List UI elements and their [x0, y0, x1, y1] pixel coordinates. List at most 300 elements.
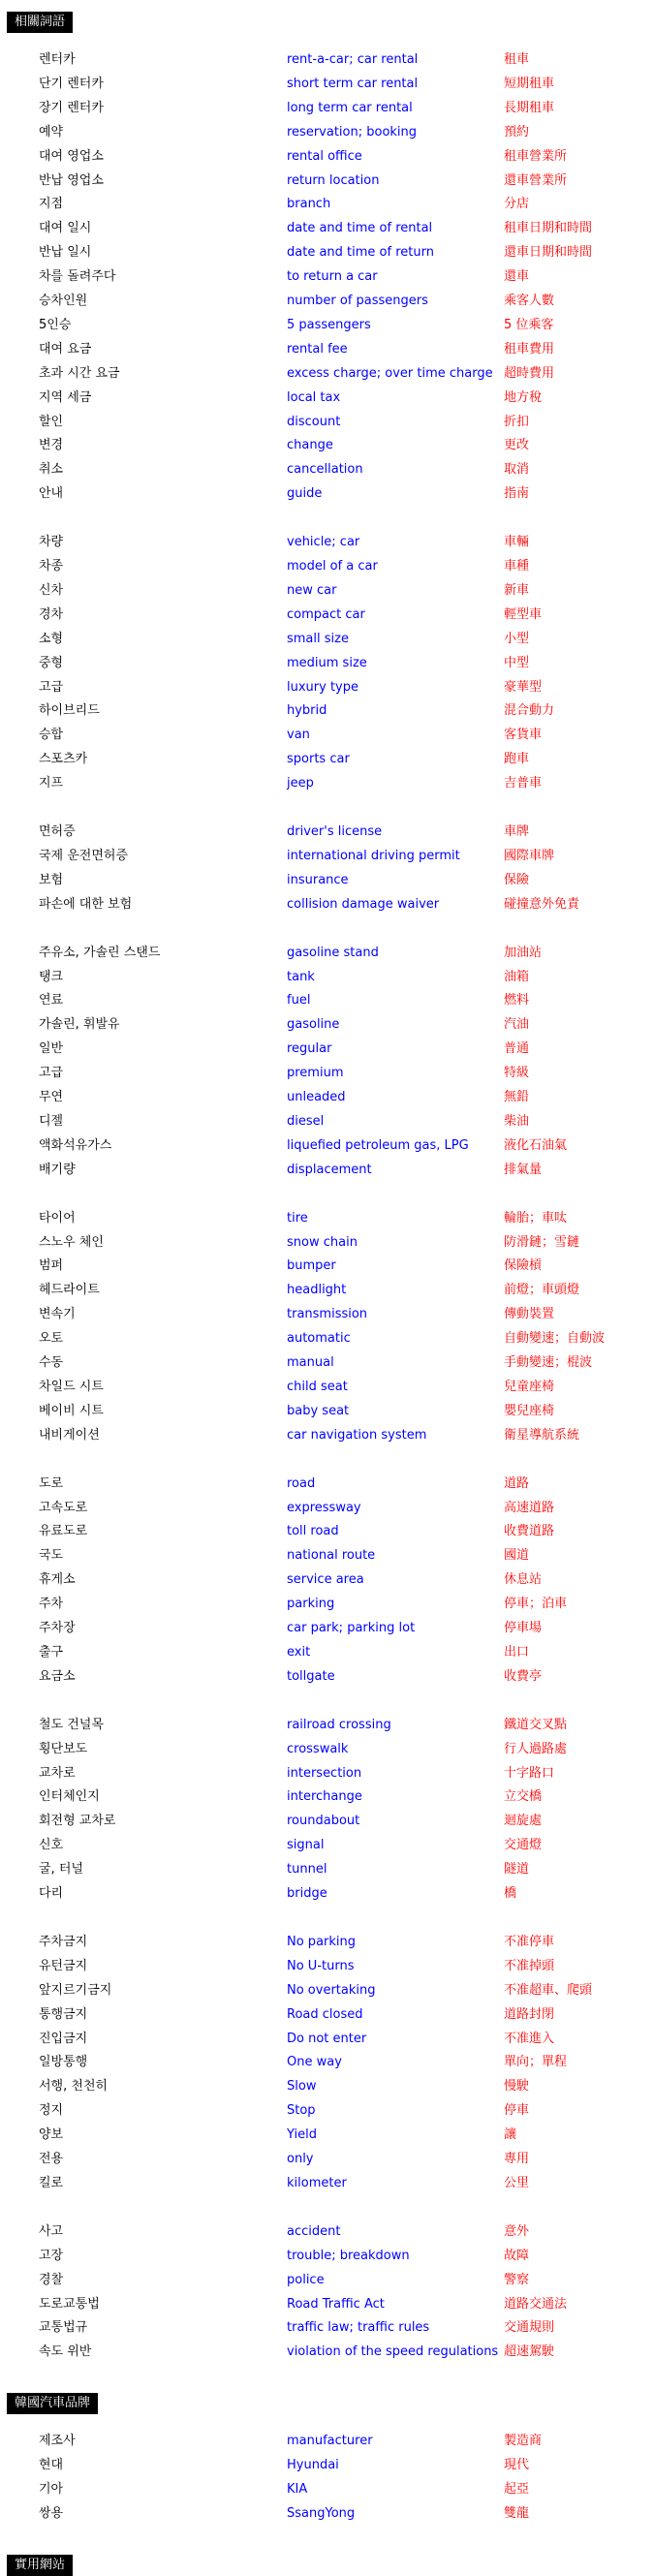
- chinese-term: 租車日期和時間: [504, 221, 593, 236]
- chinese-term: 兒童座椅: [504, 1379, 555, 1394]
- term-row: [0, 2429, 654, 2453]
- term-row: [0, 386, 654, 410]
- term-row: [0, 1543, 654, 1567]
- korean-term: 디젤: [39, 1113, 64, 1129]
- english-term: regular: [287, 1041, 332, 1057]
- english-term: Slow: [287, 2079, 317, 2095]
- term-row: [0, 192, 654, 216]
- chinese-term: 油箱: [504, 969, 530, 984]
- korean-term: 초과 시간 요금: [39, 365, 120, 381]
- korean-term: 앞지르기금지: [39, 1982, 112, 1998]
- korean-term: 제조사: [39, 2434, 76, 2449]
- korean-term: 서행, 천천히: [39, 2079, 109, 2095]
- chinese-term: 無鉛: [504, 1090, 530, 1104]
- korean-term: 주차: [39, 1597, 64, 1612]
- korean-term: 대여 영업소: [39, 148, 104, 164]
- term-row: [0, 1833, 654, 1857]
- chinese-term: 中型: [504, 655, 530, 670]
- korean-term: 소형: [39, 631, 64, 646]
- chinese-term: 輪胎；車呔: [504, 1210, 568, 1226]
- chinese-term: 租車營業所: [504, 148, 568, 164]
- english-term: rent-a-car; car rental: [287, 52, 419, 67]
- chinese-term: 傳動裝置: [504, 1307, 555, 1322]
- korean-term: 안내: [39, 486, 64, 502]
- english-term: railroad crossing: [287, 1717, 391, 1732]
- korean-term: 고급: [39, 679, 64, 695]
- korean-term: 사고: [39, 2223, 64, 2239]
- english-term: car park; parking lot: [287, 1621, 416, 1635]
- chinese-term: 租車費用: [504, 341, 555, 357]
- korean-term: 대여 일시: [39, 221, 92, 236]
- korean-term: 국도: [39, 1548, 64, 1564]
- term-row: [0, 2050, 654, 2074]
- term-row: [0, 481, 654, 506]
- term-row: [0, 2268, 654, 2292]
- korean-term: 유료도로: [39, 1524, 88, 1539]
- english-term: vehicle; car: [287, 535, 360, 550]
- term-row: [0, 988, 654, 1012]
- korean-term: 반납 영업소: [39, 172, 104, 188]
- korean-term: 통행금지: [39, 2006, 88, 2022]
- korean-term: 변경: [39, 438, 64, 453]
- korean-term: 승차인원: [39, 294, 88, 308]
- chinese-term: 車輛: [504, 535, 530, 550]
- term-row: [0, 1809, 654, 1833]
- chinese-term: 現代: [504, 2458, 530, 2473]
- term-row: [0, 361, 654, 386]
- korean-term: 지프: [39, 776, 64, 791]
- term-row: [0, 1954, 654, 1978]
- term-row: [0, 820, 654, 844]
- korean-term: 도로: [39, 1475, 64, 1491]
- term-row: [0, 1109, 654, 1133]
- english-term: No U-turns: [287, 1958, 355, 1973]
- chinese-term: 國道: [504, 1548, 530, 1564]
- korean-term: 유턴금지: [39, 1958, 88, 1973]
- chinese-term: 長期租車: [504, 100, 555, 115]
- english-term: No parking: [287, 1934, 357, 1949]
- english-term: national route: [287, 1548, 376, 1564]
- chinese-term: 豪華型: [504, 679, 543, 695]
- korean-term: 주차장: [39, 1621, 76, 1635]
- term-row: [0, 1254, 654, 1278]
- english-term: model of a car: [287, 559, 378, 574]
- korean-term: 고급: [39, 1066, 64, 1081]
- english-term: gasoline: [287, 1017, 340, 1033]
- english-term: date and time of return: [287, 245, 434, 261]
- english-term: service area: [287, 1572, 364, 1588]
- korean-term: 인터체인지: [39, 1789, 100, 1805]
- english-term: bridge: [287, 1886, 327, 1901]
- term-row: [0, 1857, 654, 1881]
- korean-term: 5인승: [39, 317, 72, 332]
- korean-term: 스포츠카: [39, 752, 88, 767]
- term-row: [0, 1350, 654, 1375]
- korean-term: 일방통행: [39, 2055, 88, 2070]
- korean-term: 장기 렌터카: [39, 100, 104, 115]
- term-row: [0, 1616, 654, 1640]
- english-term: Road Traffic Act: [287, 2296, 385, 2312]
- english-term: discount: [287, 414, 341, 429]
- term-row: [0, 2340, 654, 2364]
- term-row: [0, 240, 654, 264]
- term-row: [0, 1737, 654, 1761]
- english-term: driver's license: [287, 824, 383, 839]
- term-row: [0, 2453, 654, 2477]
- korean-term: 전용: [39, 2152, 64, 2166]
- term-row: [0, 2147, 654, 2171]
- korean-term: 탱크: [39, 969, 64, 984]
- chinese-term: 客貨車: [504, 728, 543, 743]
- english-term: compact car: [287, 606, 365, 622]
- term-row: [0, 1930, 654, 1954]
- english-term: Stop: [287, 2103, 316, 2119]
- korean-term: 중형: [39, 655, 64, 670]
- english-term: SsangYong: [287, 2505, 356, 2521]
- term-row: [0, 675, 654, 699]
- korean-term: 기아: [39, 2482, 64, 2497]
- chinese-term: 慢駛: [504, 2079, 530, 2095]
- term-row: [0, 941, 654, 965]
- term-row: [0, 2292, 654, 2316]
- chinese-term: 普通: [504, 1041, 530, 1057]
- english-term: premium: [287, 1066, 344, 1081]
- term-row: [0, 1061, 654, 1085]
- term-row: [0, 1230, 654, 1255]
- english-term: small size: [287, 631, 349, 646]
- korean-term: 진입금지: [39, 2031, 88, 2046]
- term-row: [0, 2244, 654, 2268]
- chinese-term: 橋: [504, 1886, 517, 1901]
- chinese-term: 跑車: [504, 752, 530, 767]
- chinese-term: 特級: [504, 1066, 530, 1081]
- korean-term: 차종: [39, 559, 64, 574]
- korean-term: 렌터카: [39, 52, 76, 67]
- term-row: [0, 1375, 654, 1399]
- english-term: manufacturer: [287, 2434, 373, 2449]
- chinese-term: 排氣量: [504, 1162, 543, 1177]
- term-row: [0, 2477, 654, 2501]
- korean-term: 취소: [39, 462, 64, 478]
- term-row: [0, 1592, 654, 1616]
- chinese-term: 道路: [504, 1475, 530, 1491]
- chinese-term: 車種: [504, 559, 530, 574]
- korean-term: 차를 돌려주다: [39, 269, 116, 285]
- korean-term: 신호: [39, 1838, 64, 1853]
- korean-term: 보험: [39, 872, 64, 887]
- english-term: roundabout: [287, 1814, 360, 1829]
- chinese-term: 還車日期和時間: [504, 245, 593, 261]
- english-term: snow chain: [287, 1234, 358, 1250]
- term-row: [0, 1640, 654, 1664]
- english-term: expressway: [287, 1500, 361, 1515]
- term-row: [0, 72, 654, 96]
- chinese-term: 輕型車: [504, 606, 543, 622]
- term-row: [0, 1133, 654, 1158]
- korean-term: 경찰: [39, 2272, 64, 2287]
- term-row: [0, 216, 654, 240]
- term-row: [0, 1785, 654, 1809]
- chinese-term: 故障: [504, 2248, 530, 2263]
- term-row: [0, 2219, 654, 2244]
- term-row: [0, 1326, 654, 1350]
- term-row: [0, 410, 654, 434]
- english-term: traffic law; traffic rules: [287, 2320, 430, 2336]
- korean-term: 할인: [39, 414, 64, 429]
- korean-term: 베이비 시트: [39, 1403, 104, 1418]
- english-term: headlight: [287, 1283, 347, 1298]
- english-term: toll road: [287, 1524, 339, 1539]
- chinese-term: 十字路口: [504, 1765, 555, 1781]
- english-term: Road closed: [287, 2006, 363, 2022]
- korean-term: 지점: [39, 197, 64, 212]
- korean-term: 단기 렌터카: [39, 76, 104, 91]
- english-term: manual: [287, 1355, 334, 1370]
- korean-term: 양보: [39, 2127, 64, 2143]
- korean-term: 주유소, 가솔린 스탠드: [39, 945, 161, 960]
- chinese-term: 專用: [504, 2152, 530, 2166]
- korean-term: 변속기: [39, 1307, 76, 1322]
- english-term: violation of the speed regulations: [287, 2344, 499, 2360]
- english-term: kilometer: [287, 2175, 347, 2190]
- english-term: transmission: [287, 1307, 368, 1322]
- english-term: interchange: [287, 1789, 362, 1805]
- chinese-term: 預約: [504, 124, 530, 140]
- korean-term: 교통법규: [39, 2320, 88, 2336]
- english-term: liquefied petroleum gas, LPG: [287, 1137, 469, 1153]
- korean-term: 국제 운전면허증: [39, 848, 129, 863]
- korean-term: 내비게이션: [39, 1427, 100, 1443]
- term-row: [0, 698, 654, 723]
- korean-term: 속도 위반: [39, 2344, 92, 2360]
- term-row: [0, 337, 654, 361]
- english-term: hybrid: [287, 703, 327, 719]
- english-term: change: [287, 438, 333, 453]
- english-term: fuel: [287, 993, 311, 1009]
- term-row: [0, 844, 654, 868]
- term-row: [0, 2002, 654, 2027]
- korean-term: 범퍼: [39, 1258, 64, 1274]
- korean-term: 차량: [39, 535, 64, 550]
- english-term: tank: [287, 969, 315, 984]
- term-row: [0, 47, 654, 72]
- korean-term: 일반: [39, 1041, 64, 1057]
- english-term: date and time of rental: [287, 221, 433, 236]
- english-term: crosswalk: [287, 1741, 349, 1756]
- term-row: [0, 1664, 654, 1689]
- korean-term: 예약: [39, 124, 64, 140]
- chinese-term: 混合動力: [504, 703, 555, 719]
- korean-term: 지역 세금: [39, 389, 92, 405]
- chinese-term: 短期租車: [504, 76, 555, 91]
- korean-term: 반납 일시: [39, 245, 92, 261]
- english-term: Hyundai: [287, 2458, 339, 2473]
- chinese-term: 還車營業所: [504, 172, 568, 188]
- korean-term: 액화석유가스: [39, 1137, 112, 1153]
- chinese-term: 還車: [504, 269, 530, 285]
- chinese-term: 取消: [504, 462, 530, 478]
- english-term: cancellation: [287, 462, 363, 478]
- term-row: [0, 1302, 654, 1326]
- term-row: [0, 2123, 654, 2147]
- english-term: tire: [287, 1210, 308, 1226]
- chinese-term: 不准停車: [504, 1934, 555, 1949]
- chinese-term: 收費亭: [504, 1668, 543, 1684]
- korean-term: 경차: [39, 606, 64, 622]
- term-row: [0, 2171, 654, 2195]
- term-row: [0, 1881, 654, 1906]
- english-term: bumper: [287, 1258, 336, 1274]
- korean-term: 수동: [39, 1355, 64, 1370]
- chinese-term: 收費道路: [504, 1524, 555, 1539]
- chinese-term: 國際車牌: [504, 848, 555, 863]
- korean-term: 하이브리드: [39, 703, 100, 719]
- english-term: excess charge; over time charge: [287, 365, 493, 381]
- chinese-term: 小型: [504, 631, 530, 646]
- term-row: [0, 144, 654, 169]
- chinese-term: 公里: [504, 2175, 530, 2190]
- korean-term: 횡단보도: [39, 1741, 88, 1756]
- english-term: parking: [287, 1597, 335, 1612]
- chinese-term: 地方稅: [504, 389, 543, 405]
- korean-term: 쌍용: [39, 2505, 64, 2521]
- term-row: [0, 1012, 654, 1037]
- korean-term: 면허증: [39, 824, 76, 839]
- term-row: [0, 2501, 654, 2526]
- english-term: guide: [287, 486, 323, 502]
- english-term: police: [287, 2272, 325, 2287]
- korean-term: 킬로: [39, 2175, 64, 2190]
- chinese-term: 高速道路: [504, 1500, 555, 1515]
- english-term: long term car rental: [287, 100, 413, 115]
- english-term: gasoline stand: [287, 945, 379, 960]
- chinese-term: 停車；泊車: [504, 1597, 568, 1612]
- term-row: [0, 1278, 654, 1302]
- korean-term: 가솔린, 휘발유: [39, 1017, 120, 1033]
- english-term: trouble; breakdown: [287, 2248, 410, 2263]
- korean-term: 파손에 대한 보험: [39, 896, 133, 912]
- chinese-term: 雙龍: [504, 2505, 530, 2521]
- english-term: sports car: [287, 752, 350, 767]
- english-term: Do not enter: [287, 2031, 367, 2046]
- chinese-term: 液化石油氣: [504, 1137, 568, 1153]
- term-row: [0, 530, 654, 554]
- chinese-term: 製造商: [504, 2434, 543, 2449]
- term-row: [0, 289, 654, 313]
- chinese-term: 意外: [504, 2223, 530, 2239]
- english-term: short term car rental: [287, 76, 419, 91]
- chinese-term: 超時費用: [504, 365, 555, 381]
- korean-term: 차일드 시트: [39, 1379, 104, 1394]
- english-term: insurance: [287, 872, 349, 887]
- chinese-term: 新車: [504, 582, 530, 598]
- english-term: unleaded: [287, 1090, 346, 1104]
- english-term: to return a car: [287, 269, 378, 285]
- chinese-term: 道路交通法: [504, 2296, 568, 2312]
- term-row: [0, 771, 654, 795]
- english-term: collision damage waiver: [287, 896, 440, 912]
- term-row: [0, 96, 654, 120]
- chinese-term: 保險槓: [504, 1258, 543, 1274]
- term-row: [0, 2027, 654, 2051]
- english-term: return location: [287, 172, 380, 188]
- chinese-term: 鐵道交叉點: [504, 1717, 568, 1732]
- term-row: [0, 1206, 654, 1230]
- chinese-term: 行人過路處: [504, 1741, 568, 1756]
- chinese-term: 衛星導航系統: [504, 1427, 580, 1443]
- chinese-term: 手動變速；棍波: [504, 1355, 593, 1370]
- term-row: [0, 1472, 654, 1496]
- english-term: only: [287, 2152, 314, 2166]
- term-row: [0, 554, 654, 578]
- term-row: [0, 264, 654, 289]
- term-row: [0, 1519, 654, 1543]
- english-term: No overtaking: [287, 1982, 376, 1998]
- english-term: international driving permit: [287, 848, 460, 863]
- korean-term: 현대: [39, 2458, 64, 2473]
- term-row: [0, 2074, 654, 2098]
- korean-term: 다리: [39, 1886, 64, 1901]
- chinese-term: 不准掉頭: [504, 1958, 555, 1973]
- chinese-term: 停車: [504, 2103, 530, 2119]
- chinese-term: 防滑鏈；雪鏈: [504, 1234, 580, 1250]
- chinese-term: 出口: [504, 1644, 530, 1660]
- korean-term: 철도 건널목: [39, 1717, 104, 1732]
- term-row: [0, 1399, 654, 1423]
- english-term: Yield: [287, 2127, 317, 2143]
- korean-term: 헤드라이트: [39, 1283, 100, 1298]
- term-row: [0, 868, 654, 892]
- term-row: [0, 457, 654, 481]
- korean-term: 연료: [39, 993, 64, 1009]
- english-term: diesel: [287, 1113, 325, 1129]
- term-row: [0, 1713, 654, 1737]
- english-term: automatic: [287, 1331, 351, 1347]
- term-row: [0, 1158, 654, 1182]
- term-row: [0, 651, 654, 675]
- english-term: branch: [287, 197, 331, 212]
- chinese-term: 柴油: [504, 1113, 530, 1129]
- english-term: signal: [287, 1838, 325, 1853]
- chinese-term: 碰撞意外免責: [504, 896, 580, 912]
- section-header: 相關詞語: [7, 12, 73, 33]
- term-row: [0, 1978, 654, 2002]
- chinese-term: 加油站: [504, 945, 543, 960]
- chinese-term: 前燈；車頭燈: [504, 1283, 580, 1298]
- korean-term: 교차로: [39, 1765, 76, 1781]
- chinese-term: 警察: [504, 2272, 530, 2287]
- korean-term: 휴게소: [39, 1572, 76, 1588]
- chinese-term: 保險: [504, 872, 530, 887]
- term-row: [0, 2315, 654, 2340]
- chinese-term: 車牌: [504, 824, 530, 839]
- korean-term: 회전형 교차로: [39, 1814, 116, 1829]
- english-term: 5 passengers: [287, 317, 371, 332]
- english-term: rental office: [287, 148, 362, 164]
- chinese-term: 立交橋: [504, 1789, 543, 1805]
- korean-term: 신차: [39, 582, 64, 598]
- chinese-term: 吉普車: [504, 776, 543, 791]
- term-row: [0, 965, 654, 989]
- chinese-term: 交通規則: [504, 2320, 555, 2336]
- term-row: [0, 313, 654, 337]
- korean-term: 정지: [39, 2103, 64, 2119]
- english-term: accident: [287, 2223, 341, 2239]
- korean-term: 요금소: [39, 1668, 76, 1684]
- chinese-term: 5 位乘客: [504, 317, 554, 332]
- korean-term: 오토: [39, 1331, 64, 1347]
- korean-term: 승합: [39, 728, 64, 743]
